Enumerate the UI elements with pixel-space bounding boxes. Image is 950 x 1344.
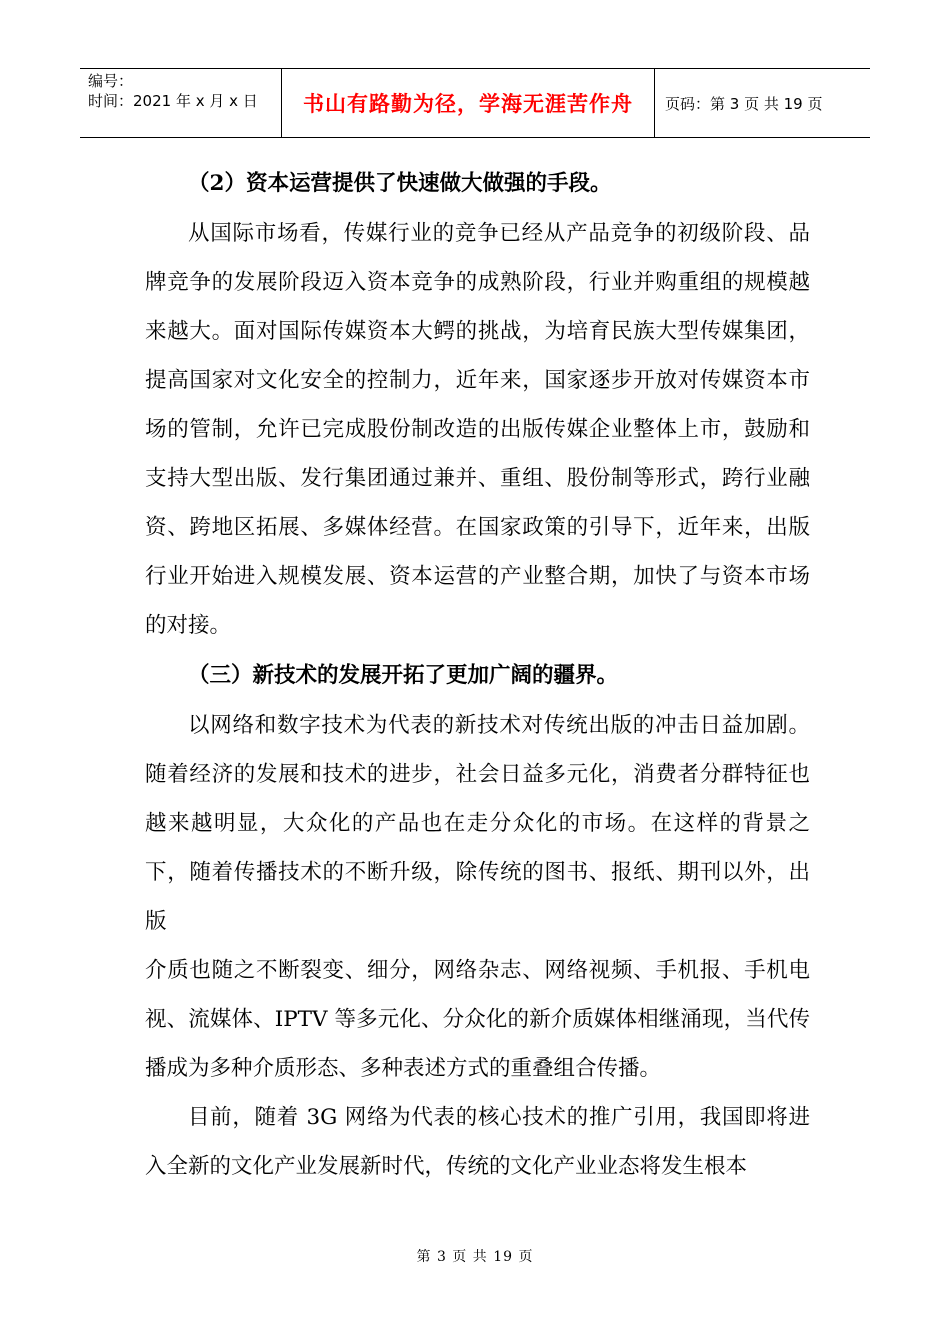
header-meta	[80, 69, 282, 137]
document-body	[145, 158, 810, 1191]
paragraph-digital-technology: 以网络和数字技术为代表的新技术对传统出版的冲击日益加剧。随着经济的发展和技术的进步，社会日益多元化，消费者分群特征也越来越明显，大众化的产品也在走分众化的市场。在这样的背景之下，随着传播技术的不断升级，除传统的图书、报纸、期刊以外，出版	[145, 713, 810, 934]
paragraph-3g-network: 目前，随着 3G 网络为代表的核心技术的推广引用，我国即将进入全新的文化产业发展新时代，传统的文化产业业态将发生根本	[145, 1105, 810, 1179]
section-heading-capital: （2）资本运营提供了快速做大做强的手段。	[188, 171, 612, 196]
document-time-label: 时间：2021 年 x 月 x 日	[88, 92, 258, 110]
page-footer: 第 3 页 共 19 页	[416, 1249, 534, 1265]
header-page-info: 页码：第 3 页 共 19 页	[665, 94, 823, 113]
header-motto: 书山有路勤为径，学海无涯苦作舟	[282, 69, 655, 137]
section-heading-new-technology: （三）新技术的发展开拓了更加广阔的疆界。	[188, 663, 619, 688]
paragraph-new-media: 介质也随之不断裂变、细分，网络杂志、网络视频、手机报、手机电视、流媒体、IPTV 等多元化、分众化的新介质媒体相继涌现，当代传播成为多种介质形态、多种表述方式的重叠组合传播。	[145, 958, 810, 1081]
paragraph-international-market: 从国际市场看，传媒行业的竞争已经从产品竞争的初级阶段、品牌竞争的发展阶段迈入资本竞争的成熟阶段，行业并购重组的规模越来越大。面对国际传媒资本大鳄的挑战，为培育民族大型传媒集团，提高国家对文化安全的控制力，近年来，国家逐步开放对传媒资本市场的管制，允许已完成股份制改造的出版传媒企业整体上市，鼓励和支持大型出版、发行集团通过兼并、重组、股份制等形式，跨行业融资、跨地区拓展、多媒体经营。在国家政策的引导下，近年来，出版行业开始进入规模发展、资本运营的产业整合期，加快了与资本市场的对接。	[145, 221, 810, 638]
page-header	[80, 68, 870, 138]
document-number-label: 编号：	[88, 72, 134, 90]
